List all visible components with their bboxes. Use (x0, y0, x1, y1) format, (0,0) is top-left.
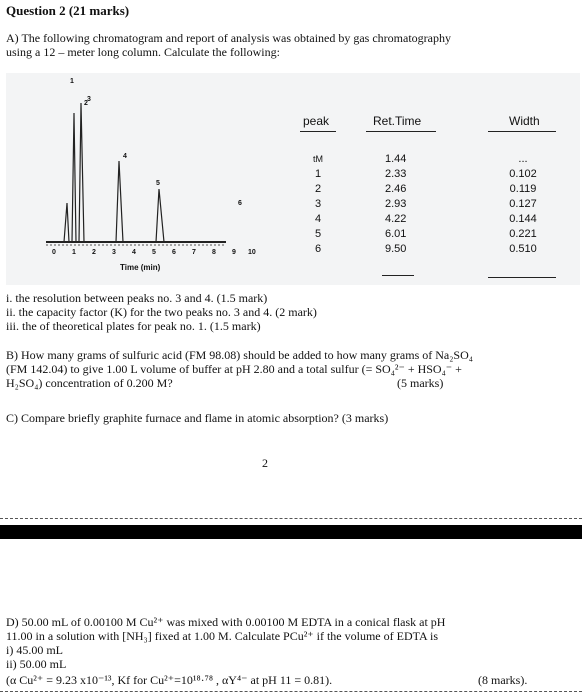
peak-id: 6 (314, 243, 322, 255)
ret-time-value: 2.93 (385, 198, 407, 210)
page-break-dotted-line (0, 518, 582, 519)
ret-time-value: 4.22 (385, 213, 407, 225)
page-number: 2 (262, 456, 268, 470)
x-tick: 1 (72, 249, 76, 256)
peak-label-6: 6 (238, 200, 242, 207)
part-b-marks: (5 marks) (397, 376, 444, 390)
part-a-question-ii: ii. the capacity factor (K) for the two peaks no. 3 and 4. (2 mark) (6, 305, 317, 319)
peak-label-2: 2 (84, 100, 88, 107)
col-header-peak: peak (303, 114, 330, 128)
col-header-ret-time: Ret.Time (373, 114, 422, 128)
peak-id: 1 (314, 168, 322, 180)
ret-time-value: 2.33 (385, 168, 407, 180)
width-value: 0.144 (509, 213, 537, 225)
ret-time-column (385, 152, 406, 257)
peak-id: 4 (314, 213, 322, 225)
question-title: Question 2 (21 marks) (6, 3, 130, 18)
x-tick: 8 (212, 249, 216, 256)
part-a-question-i: i. the resolution between peaks no. 3 and 4. (1.5 mark) (6, 291, 268, 305)
x-tick: 5 (152, 249, 156, 256)
peak-label-1: 1 (70, 78, 74, 85)
part-d-marks: (8 marks). (478, 673, 528, 687)
part-b-line2: (FM 142.04) to give 1.00 L volume of buffer at pH 2.80 and a total sulfur (= SO₄²⁻ + HSO₄⁻ + (6, 362, 462, 376)
x-tick: 3 (112, 249, 116, 256)
width-value: 0.102 (509, 168, 537, 180)
peak-column (311, 152, 325, 257)
header-underline-width (488, 131, 556, 132)
part-d-line4: ii) 50.00 mL (6, 657, 67, 671)
x-tick: 2 (92, 249, 96, 256)
x-tick: 9 (232, 249, 236, 256)
peak-label-5: 5 (156, 180, 160, 187)
x-tick: 4 (132, 249, 136, 256)
width-value: ... (518, 153, 528, 165)
header-underline-ret (366, 131, 436, 132)
header-underline-peak (300, 131, 336, 132)
ret-time-value: 2.46 (385, 183, 407, 195)
chromatogram-figure (6, 73, 580, 285)
peak-id: 2 (314, 183, 322, 195)
part-d-line3: i) 45.00 mL (6, 643, 63, 657)
width-value: 0.127 (509, 198, 537, 210)
width-underline (488, 277, 556, 278)
bottom-dotted-line (0, 691, 582, 692)
ret-time-value: 1.44 (385, 153, 407, 165)
x-tick: 6 (172, 249, 176, 256)
part-d-line1: D) 50.00 mL of 0.00100 M Cu²⁺ was mixed with 0.00100 M EDTA in a conical flask at pH (6, 615, 446, 629)
ret-time-underline (382, 275, 414, 276)
part-c-line1: C) Compare briefly graphite furnace and flame in atomic absorption? (3 marks) (6, 411, 389, 425)
peak-label-4: 4 (123, 153, 127, 160)
col-header-width: Width (509, 114, 540, 128)
width-value: 0.221 (509, 228, 537, 240)
page-separator-bar (0, 525, 582, 539)
peak-label-3: 3 (87, 96, 91, 103)
width-value: 0.510 (509, 243, 537, 255)
part-a-intro-line1: A) The following chromatogram and report of analysis was obtained by gas chromatography (6, 31, 451, 45)
x-tick: 0 (52, 249, 56, 256)
part-a-question-iii: iii. the of theoretical plates for peak no. 1. (1.5 mark) (6, 319, 261, 333)
part-d-line5: (α Cu²⁺ = 9.23 x10⁻¹³, Kf for Cu²⁺=10¹⁸·⁷⁸ , αY⁴⁻ at pH 11 = 0.81). (6, 673, 333, 687)
peak-id: 3 (314, 198, 322, 210)
part-d-line2: 11.00 in a solution with [NH₃] fixed at 1.00 M. Calculate PCu²⁺ if the volume of EDTA is (6, 629, 438, 643)
x-tick: 7 (192, 249, 196, 256)
peak-id: tM (313, 154, 323, 164)
part-a-intro-line2: using a 12 – meter long column. Calculate the following: (6, 45, 280, 59)
chromatogram-trace (46, 103, 226, 242)
part-b-line3: H₂SO₄) concentration of 0.200 M? (6, 376, 173, 390)
ret-time-value: 6.01 (385, 228, 407, 240)
ret-time-value: 9.50 (385, 243, 407, 255)
width-column (506, 152, 540, 257)
part-b-line1: B) How many grams of sulfuric acid (FM 98.08) should be added to how many grams of Na₂SO₄ (6, 348, 473, 362)
peak-id: 5 (314, 228, 322, 240)
x-tick: 10 (248, 249, 256, 256)
width-value: 0.119 (509, 183, 537, 195)
x-axis-label: Time (min) (120, 263, 161, 272)
